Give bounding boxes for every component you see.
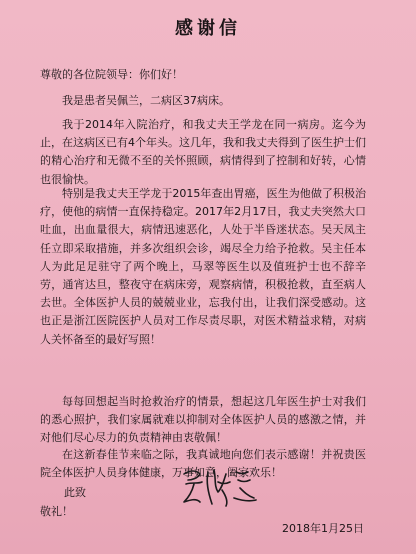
paragraph-wishes: 在这新春佳节来临之际，我真诚地向您们表示感谢！并祝贵医院全体医护人员身体健康，万事如意，阖家欢乐！	[40, 448, 366, 480]
paragraph-intro: 我是患者吴佩兰，二病区37病床。	[62, 94, 230, 107]
closing-jing-li: 敬礼！	[40, 505, 73, 518]
handwritten-signature	[178, 462, 258, 510]
salutation: 尊敬的各位院领导：你们好！	[40, 68, 183, 81]
letter-date: 2018年1月25日	[282, 522, 364, 535]
closing-ci-zhi: 此致	[64, 486, 86, 499]
paragraph-background: 我于2014年入院治疗，和我丈夫王学龙在同一病房。迄今为止，在这病区已有4个年头。这几年，我和我丈夫得到了医生护士们的精心治疗和无微不至的关怀照顾，病情得到了控制和好转，心情也很愉快。	[40, 118, 366, 186]
paragraph-rescue-story: 特别是我丈夫王学龙于2015年查出胃癌，医生为他做了积极治疗，使他的病情一直保持稳定。2017年2月17日，我丈夫突然大口吐血，出血量很大，病情迅速恶化，人处于半昏迷状态。吴天凤主任立即采取措施，并多次组织会诊，竭尽全力给予抢救。吴主任本人为此足足驻守了两个晚上，马翠等医生以及值班护士也不辞辛劳，通宵达旦，整夜守在病床旁，观察病情，积极抢救，直至病人去世。全体医护人员的兢兢业业，忘我付出，让我们深受感动。这也正是浙江医院医护人员对工作尽责尽职，对医术精益求精，对病人关怀备至的最好写照！	[40, 187, 366, 346]
letter-title: 感谢信	[175, 18, 241, 39]
paragraph-gratitude: 每每回想起当时抢救治疗的情景，想起这几年医生护士对我们的悉心照护，我们家属就难以抑制对全体医护人员的感激之情，并对他们尽心尽力的负责精神由衷敬佩！	[40, 395, 366, 445]
